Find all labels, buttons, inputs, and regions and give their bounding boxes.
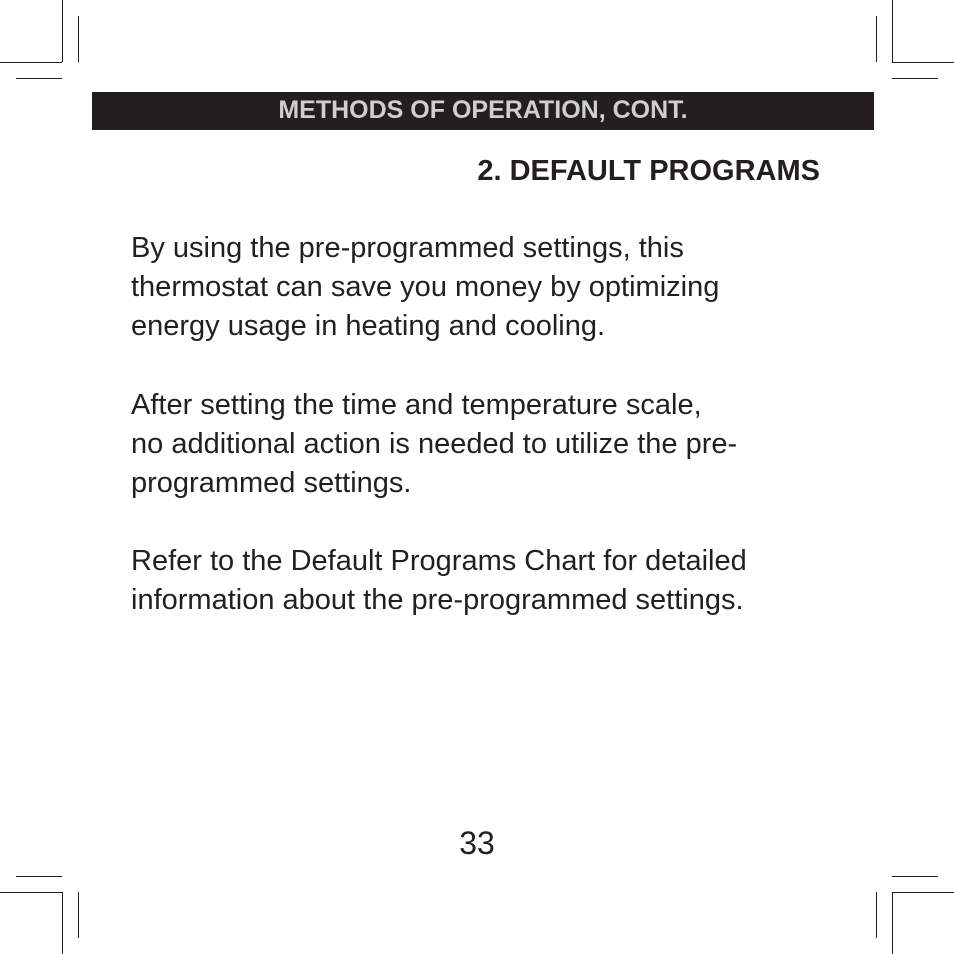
- crop-mark: [78, 16, 79, 62]
- header-title: METHODS OF OPERATION, CONT.: [278, 96, 688, 124]
- text-line: programmed settings.: [131, 467, 412, 499]
- crop-mark: [16, 78, 62, 79]
- text-line: Refer to the Default Programs Chart for detailed: [131, 545, 747, 577]
- text-line: no additional action is needed to utilize the pre-: [131, 428, 738, 460]
- text-line: By using the pre-programmed settings, this: [131, 232, 684, 264]
- crop-mark: [16, 876, 62, 877]
- crop-mark: [892, 0, 893, 62]
- crop-mark: [876, 892, 877, 938]
- crop-mark: [0, 892, 62, 893]
- header-bar: [92, 92, 874, 130]
- page-number: 33: [459, 825, 495, 861]
- paragraph-refer: [131, 542, 831, 620]
- text-line: energy usage in heating and cooling.: [131, 310, 606, 342]
- crop-mark: [892, 876, 938, 877]
- paragraph-setup: [131, 386, 831, 503]
- crop-mark: [0, 62, 62, 63]
- text-line: information about the pre-programmed settings.: [131, 584, 744, 616]
- crop-mark: [892, 892, 954, 893]
- text-line: thermostat can save you money by optimizing: [131, 271, 720, 303]
- section-title: 2. DEFAULT PROGRAMS: [477, 155, 820, 187]
- text-line: After setting the time and temperature scale,: [131, 389, 702, 421]
- crop-mark: [892, 78, 938, 79]
- paragraph-intro: [131, 229, 831, 346]
- crop-mark: [876, 16, 877, 62]
- crop-mark: [62, 0, 63, 62]
- crop-mark: [62, 892, 63, 954]
- crop-mark: [892, 62, 954, 63]
- crop-mark: [892, 892, 893, 954]
- crop-mark: [78, 892, 79, 938]
